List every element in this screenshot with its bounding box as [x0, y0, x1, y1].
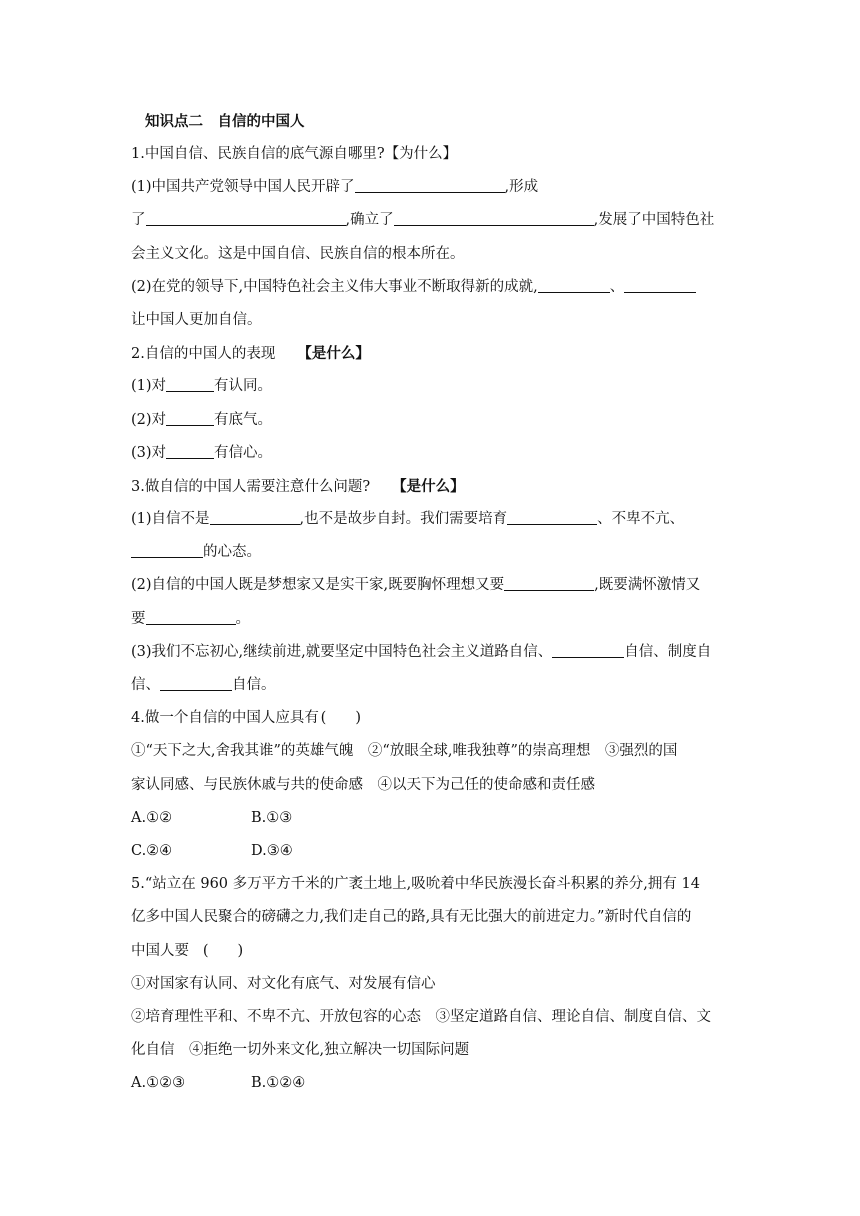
- q3-p2-text-a: (2)自信的中国人既是梦想家又是实干家,既要胸怀理想又要: [131, 577, 505, 594]
- q4-answer-parens[interactable]: ( ): [320, 710, 361, 727]
- q4-choices-row-2: [131, 835, 731, 868]
- q1-blank-3[interactable]: [394, 210, 594, 226]
- q2-item-2-pre: (2)对: [131, 411, 167, 428]
- q3-p3-text-a: (3)我们不忘初心,继续前进,就要坚定中国特色社会主义道路自信、: [131, 643, 553, 660]
- q4-stem: 4.做一个自信的中国人应具有: [131, 710, 319, 727]
- q3-blank-6[interactable]: [552, 642, 624, 658]
- section-title: 知识点二 自信的中国人: [145, 113, 305, 130]
- q3-blank-4[interactable]: [504, 575, 594, 591]
- q3-p3-text-b: 自信、制度自: [624, 643, 712, 660]
- worksheet-page: [131, 106, 731, 1100]
- q2-item-2-post: 有底气。: [214, 411, 273, 428]
- q2-stem-line: [131, 337, 731, 370]
- q1-p1-line3: 会主义文化。这是中国自信、民族自信的根本所在。: [131, 245, 465, 262]
- q1-p2-line2: 让中国人更加自信。: [131, 311, 262, 328]
- q4-choice-d[interactable]: D.③④: [251, 842, 293, 859]
- q3-p2-text-b: ,既要满怀激情又: [594, 577, 701, 594]
- q5-stem-line3: [131, 935, 731, 968]
- q3-tag: 【是什么】: [392, 477, 465, 495]
- q2-blank-2[interactable]: [166, 410, 214, 426]
- q3-p1-text-b: ,也不是故步自封。我们需要培育: [299, 511, 508, 528]
- q3-blank-7[interactable]: [160, 675, 232, 691]
- q3-blank-1[interactable]: [210, 509, 300, 525]
- q5-options-line2: ②培育理性平和、不卑不亢、开放包容的心态 ③坚定道路自信、理论自信、制度自信、文: [131, 1008, 711, 1025]
- q2-tag: 【是什么】: [297, 345, 370, 363]
- q3-p2-line1: [131, 569, 731, 602]
- q3-p1-text-a: (1)自信不是: [131, 511, 210, 528]
- q4-choice-a[interactable]: A.①②: [131, 809, 173, 826]
- q2-item-3: [131, 437, 731, 470]
- q1-p1-text-b: ,形成: [504, 179, 539, 196]
- q4-choice-c[interactable]: C.②④: [131, 842, 173, 859]
- q1-p1-text-c: 了: [131, 212, 146, 229]
- q3-stem-line: [131, 470, 731, 503]
- q1-p1-text-e: ,发展了中国特色社: [593, 212, 715, 229]
- q1-p1-line1: [131, 171, 731, 204]
- q3-p1-text-d: 的心态。: [203, 544, 261, 561]
- q3-blank-3[interactable]: [131, 542, 203, 558]
- q1-p1-text-d: ,确立了: [345, 212, 394, 229]
- q3-p3-line2: [131, 669, 731, 702]
- q5-stem-end: 中国人要: [131, 942, 189, 959]
- q2-item-1-pre: (1)对: [131, 378, 167, 395]
- q2-item-3-post: 有信心。: [214, 444, 273, 461]
- q4-stem-line: [131, 702, 731, 735]
- q5-options-line1: ①对国家有认同、对文化有底气、对发展有信心: [131, 975, 436, 992]
- q3-p1-line1: [131, 503, 731, 536]
- q4-options-line2: 家认同感、与民族休戚与共的使命感 ④以天下为己任的使命感和责任感: [131, 776, 595, 793]
- q1-blank-5[interactable]: [624, 277, 696, 293]
- q1-stem: 1.中国自信、民族自信的底气源自哪里?【为什么】: [131, 146, 458, 162]
- q3-stem: 3.做自信的中国人需要注意什么问题?: [131, 478, 371, 495]
- q2-item-1-post: 有认同。: [214, 378, 273, 395]
- q3-p2-text-c: 要: [131, 610, 146, 627]
- q5-answer-parens[interactable]: ( ): [202, 942, 244, 959]
- q5-choice-b[interactable]: B.①②④: [251, 1075, 306, 1092]
- q3-p2-text-d: 。: [235, 610, 250, 627]
- q4-choice-b[interactable]: B.①③: [251, 809, 293, 826]
- q2-blank-1[interactable]: [166, 376, 214, 392]
- q1-blank-1[interactable]: [355, 177, 505, 193]
- q2-item-2: [131, 404, 731, 437]
- q3-p1-line2: [131, 536, 731, 569]
- q3-p3-text-d: 自信。: [232, 677, 276, 693]
- q5-choices-row-1: [131, 1067, 731, 1100]
- q2-stem: 2.自信的中国人的表现: [131, 346, 276, 363]
- q1-blank-2[interactable]: [146, 210, 346, 226]
- q5-options-line3: 化自信 ④拒绝一切外来文化,独立解决一切国际问题: [131, 1042, 470, 1059]
- q2-item-3-pre: (3)对: [131, 444, 167, 461]
- q1-p2-text-a: (2)在党的领导下,中国特色社会主义伟大事业不断取得新的成就,: [131, 278, 538, 295]
- q3-blank-2[interactable]: [507, 509, 597, 525]
- q5-choice-a[interactable]: A.①②③: [131, 1075, 186, 1092]
- q1-blank-4[interactable]: [538, 277, 610, 293]
- q2-blank-3[interactable]: [166, 443, 214, 459]
- q3-blank-5[interactable]: [146, 609, 236, 625]
- q3-p2-line2: [131, 603, 731, 636]
- q1-p1-line2: [131, 204, 731, 237]
- q3-p3-line1: [131, 636, 731, 669]
- q3-p1-text-c: 、不卑不亢、: [597, 511, 685, 528]
- q2-item-1: [131, 370, 731, 403]
- q5-stem-line1: 5.“站立在 960 多万平方千米的广袤土地上,吸吮着中华民族漫长奋斗积累的养分,拥有 14: [131, 876, 700, 893]
- q4-choices-row-1: [131, 802, 731, 835]
- q5-stem-line2: 亿多中国人民聚合的磅礴之力,我们走自己的路,具有无比强大的前进定力。”新时代自信的: [131, 909, 692, 926]
- q4-options-line1: ①“天下之大,舍我其谁”的英雄气魄 ②“放眼全球,唯我独尊”的崇高理想 ③强烈的国: [131, 743, 678, 760]
- q1-p2-text-b: 、: [609, 278, 625, 295]
- q1-p2-line1: [131, 271, 731, 304]
- q1-p1-text-a: (1)中国共产党领导中国人民开辟了: [131, 179, 355, 196]
- q3-p3-text-c: 信、: [131, 677, 160, 693]
